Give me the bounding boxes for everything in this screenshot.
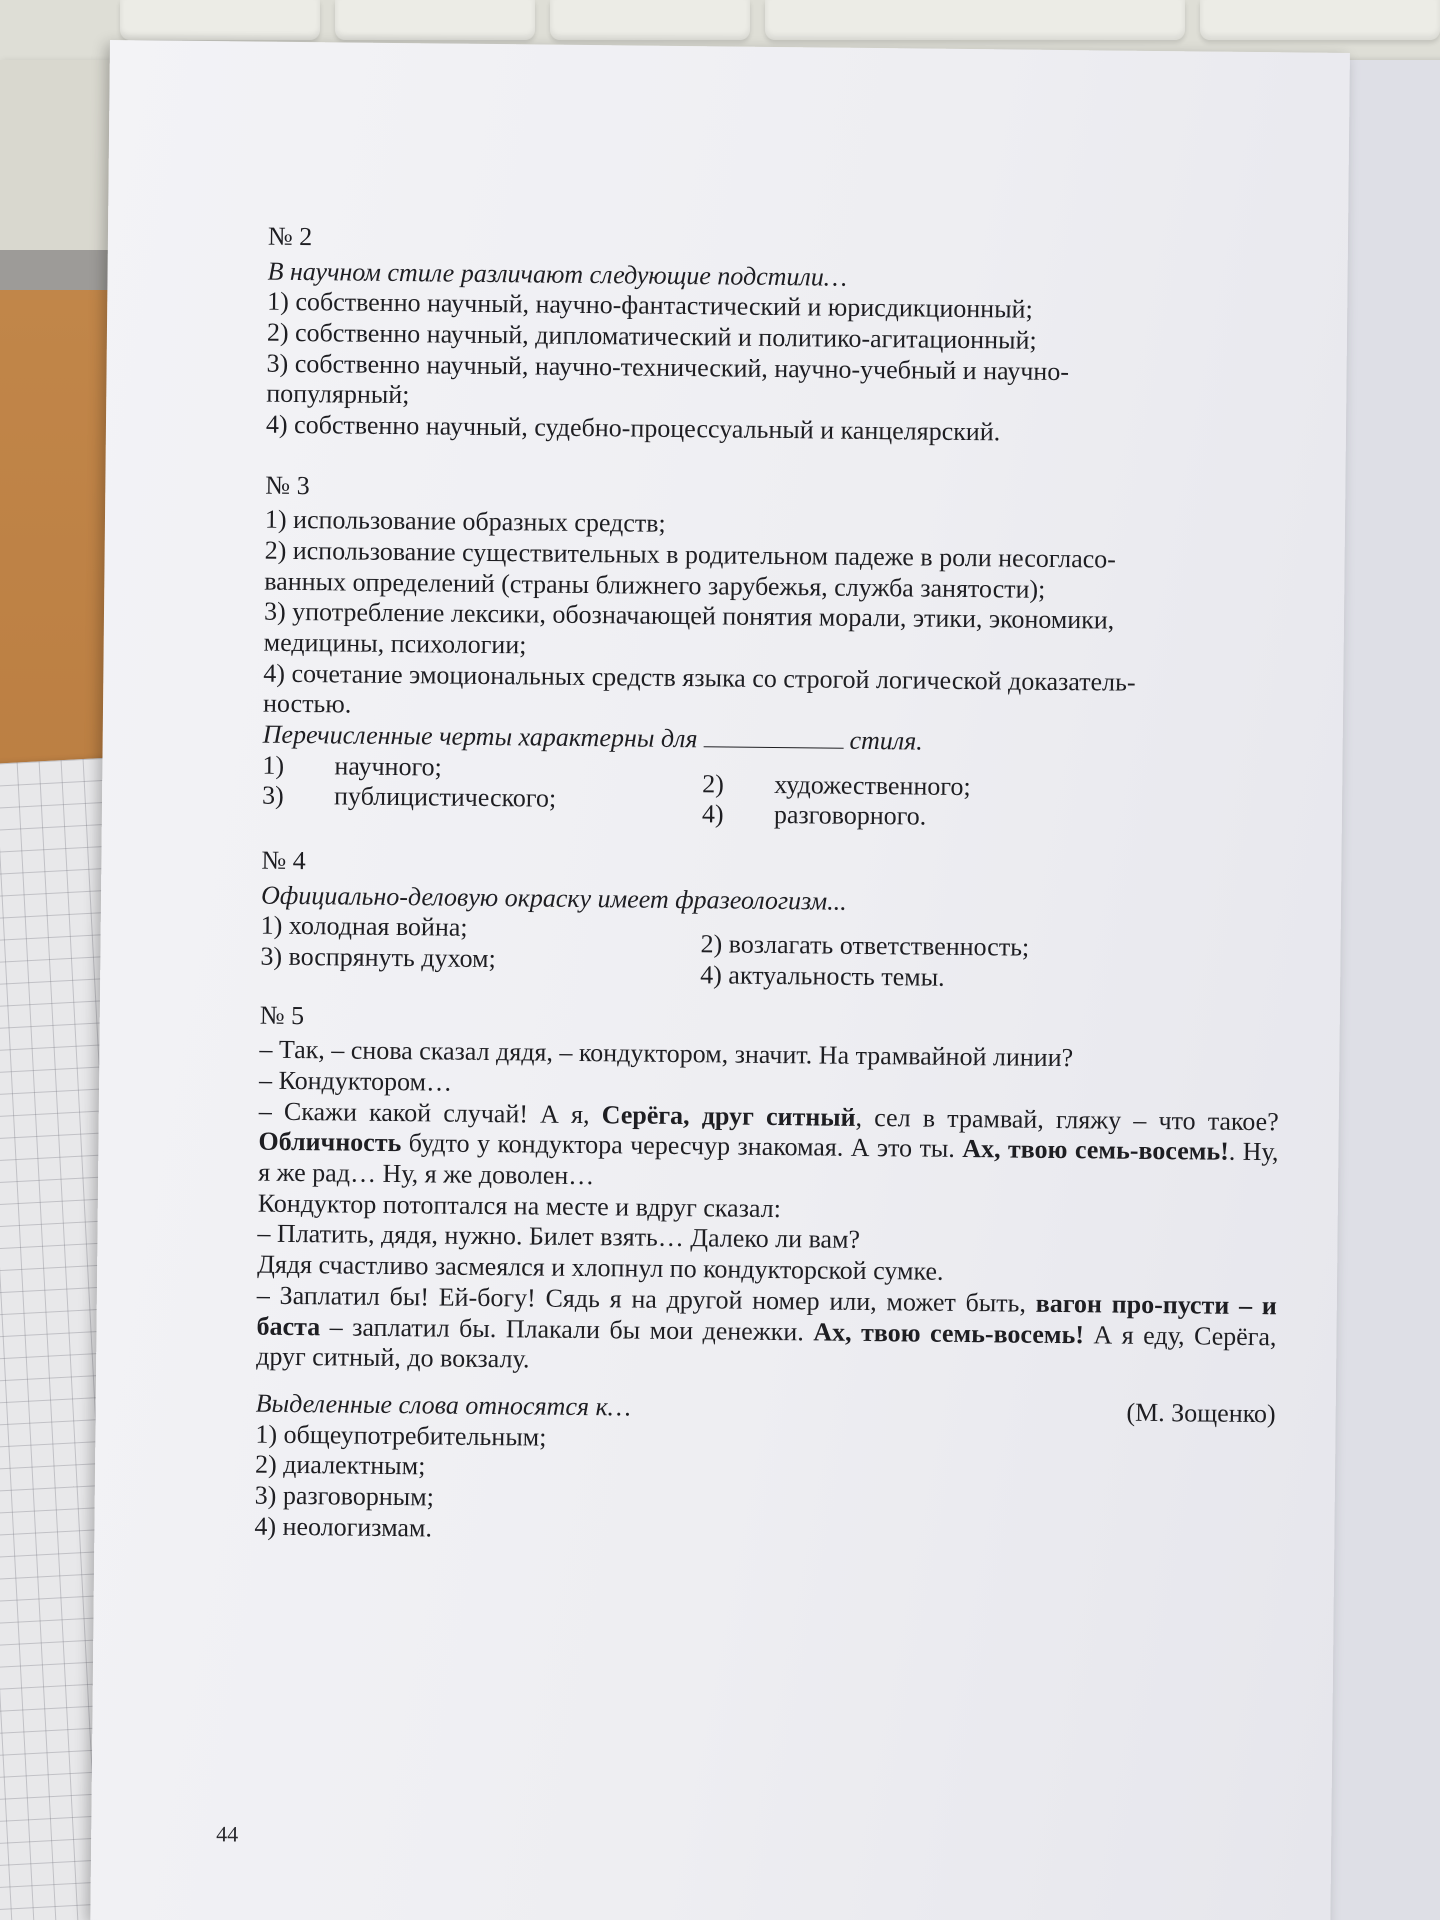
question-number: № 3 — [265, 470, 310, 500]
literary-excerpt — [256, 1035, 1279, 1383]
answer-option: 4) собственно научный, судебно-процессуальный и канцелярский. — [265, 409, 1001, 447]
excerpt-text: – Скажи какой случай! А я, — [258, 1096, 602, 1130]
excerpt-paragraph — [256, 1280, 1277, 1383]
feature-line: 4) сочетание эмоциональных средств языка со строгой логической доказатель- — [263, 658, 1136, 697]
prompt-text: стиля. — [849, 725, 923, 756]
answer-option: 4) актуальность темы. — [700, 960, 945, 992]
option-text: художественного; — [774, 769, 971, 801]
answer-option: 3) собственно научный, научно-технический, научно-учебный и научно- — [266, 348, 1070, 386]
excerpt-text: будто у кондуктора чересчур знакомая. А это ты. — [401, 1128, 963, 1164]
feature-line: 3) употребление лексики, обозначающей понятия морали, этики, экономики, — [263, 597, 1115, 635]
answer-option: 2) диалектным; — [254, 1449, 426, 1481]
page-number: 44 — [216, 1821, 239, 1847]
highlighted-word: вагон про-пусти – и баста — [256, 1288, 1277, 1341]
excerpt-text: , сел в трамвай, гляжу – что такое? — [855, 1102, 1279, 1137]
page-content — [254, 222, 1288, 1553]
answer-option: 1) общеупотребительным; — [255, 1419, 547, 1452]
answer-option: 1) собственно научный, научно-фантастический и юрисдикционный; — [267, 287, 1033, 325]
author-attribution: (М. Зощенко) — [1126, 1397, 1276, 1429]
feature-line: ностью. — [262, 689, 352, 719]
question-5 — [254, 1000, 1280, 1552]
keyboard-key — [335, 0, 535, 40]
question-number: № 5 — [259, 1000, 305, 1030]
answer-option: 2) собственно научный, дипломатический и политико-агитационный; — [266, 317, 1037, 355]
option-text: разговорного. — [773, 800, 927, 832]
excerpt-line: – Платить, дядя, нужно. Билет взять… Далеко ли вам? — [257, 1219, 861, 1255]
excerpt-line: Дядя счастливо засмеялся и хлопнул по кондукторской сумке. — [257, 1249, 944, 1286]
option-number: 3) — [261, 781, 284, 811]
option-text: научного; — [334, 751, 442, 782]
question-number: № 4 — [261, 845, 306, 876]
option-text: публицистического; — [333, 781, 557, 814]
question-3 — [262, 470, 1286, 836]
highlighted-word: Ах, твою семь-восемь! — [813, 1316, 1085, 1349]
question-prompt: В научном стиле различают следующие подстили… — [267, 256, 848, 292]
highlighted-word: Ах, твою семь-восемь! — [962, 1134, 1229, 1167]
excerpt-line: – Так, – снова сказал дядя, – кондуктором, значит. На трамвайной линии? — [259, 1035, 1074, 1073]
highlighted-word: Обличность — [258, 1127, 402, 1158]
question-prompt: Выделенные слова относятся к… — [255, 1388, 631, 1422]
answer-option: 3) разговорным; — [254, 1480, 435, 1512]
option-number: 4) — [701, 799, 724, 829]
answer-option — [702, 800, 1282, 837]
answer-blank — [703, 725, 843, 748]
answer-option: 2) возлагать ответственность; — [700, 929, 1030, 963]
excerpt-text: – заплатил бы. Плакали бы мои денежки. — [320, 1311, 814, 1346]
option-number: 2) — [702, 768, 725, 799]
answer-option: 1) холодная война; — [260, 911, 468, 943]
answer-option: 4) неологизмам. — [254, 1511, 433, 1542]
answer-option-continued: популярный; — [266, 379, 410, 410]
feature-line: 2) использование существительных в родительном падеже в роли несогласо- — [264, 535, 1117, 574]
feature-line: медицины, психологии; — [263, 627, 527, 660]
excerpt-line: – Кондуктором… — [258, 1065, 453, 1097]
question-prompt: Официально-деловую окраску имеет фразеологизм... — [260, 880, 847, 916]
excerpt-paragraph — [258, 1096, 1279, 1199]
answer-grid — [260, 911, 1281, 997]
feature-line: ванных определений (страны ближнего зарубежья, служба занятости); — [264, 566, 1046, 604]
highlighted-word: Серёга, друг ситный — [601, 1100, 856, 1132]
excerpt-text: . Ну, я же рад… Ну, я же доволен… — [257, 1137, 1279, 1191]
worksheet-page — [90, 40, 1350, 1920]
excerpt-text: А я еду, Серёга, друг ситный, до вокзалу. — [256, 1319, 1277, 1374]
question-4 — [260, 846, 1281, 997]
question-2 — [266, 222, 1288, 451]
prompt-text: Перечисленные черты характерны для — [262, 719, 698, 754]
option-number: 1) — [262, 750, 285, 780]
keyboard-key — [550, 0, 750, 40]
keyboard-key — [1200, 0, 1440, 40]
excerpt-text: – Заплатил бы! Ей-богу! Сядь я на другой номер или, может быть, — [256, 1280, 1036, 1318]
answer-option: 3) воспрянуть духом; — [260, 941, 496, 974]
feature-line: 1) использование образных средств; — [264, 505, 666, 539]
excerpt-line: Кондуктор потоптался на месте и вдруг сказал: — [257, 1188, 782, 1223]
answer-grid — [262, 750, 1283, 836]
answer-option — [262, 781, 702, 830]
keyboard-key — [120, 0, 320, 40]
question-number: № 2 — [267, 221, 313, 252]
keyboard-key — [765, 0, 1185, 40]
